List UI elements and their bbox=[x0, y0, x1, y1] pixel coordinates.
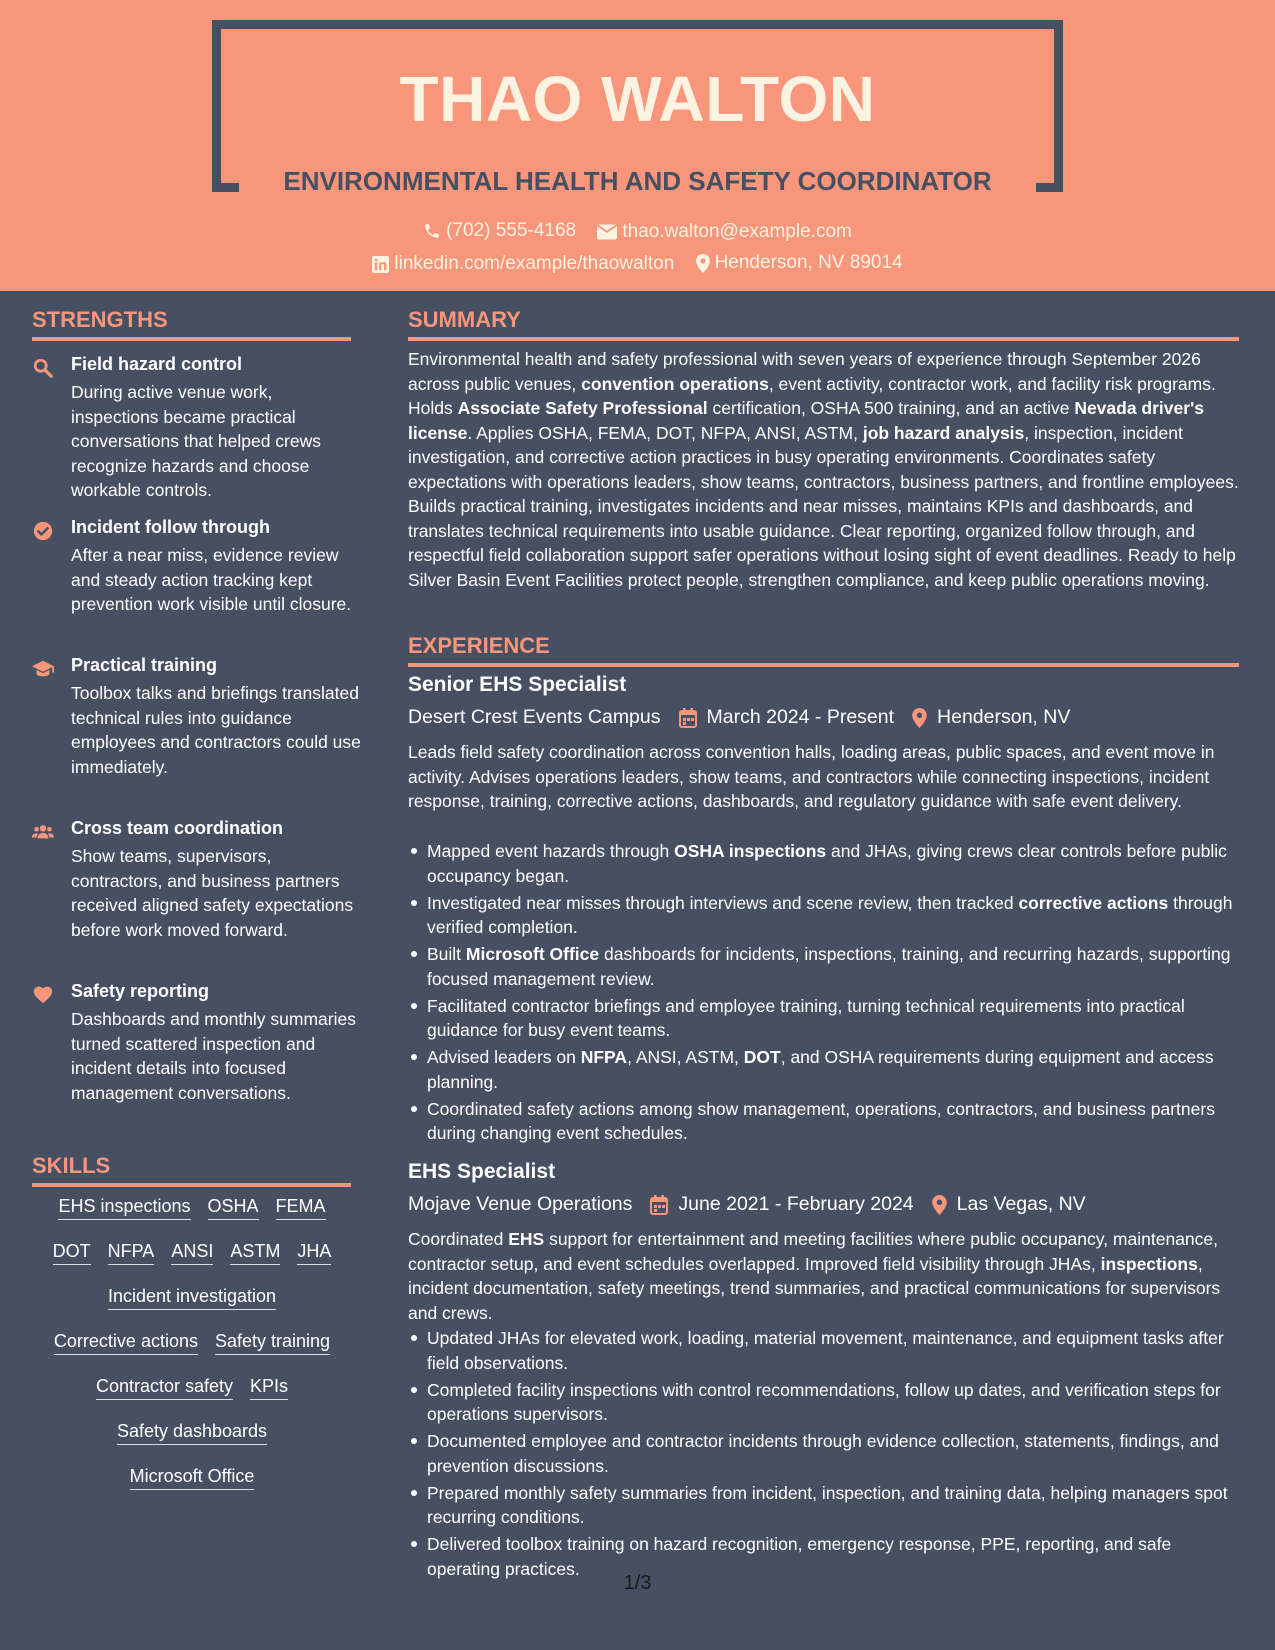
bold-keyword: job hazard analysis bbox=[862, 422, 1025, 443]
skill-tag: ASTM bbox=[230, 1241, 280, 1265]
location-contact bbox=[696, 252, 903, 274]
linkedin-icon bbox=[372, 256, 389, 273]
bullet-item: Built Microsoft Office dashboards for incidents, inspections, training, and recurring hazards, supporting focused management review. bbox=[408, 942, 1238, 991]
skill-tag: FEMA bbox=[276, 1196, 326, 1220]
strength-title: Field hazard control bbox=[71, 354, 243, 374]
job-company: Desert Crest Events Campus bbox=[408, 706, 661, 728]
job-company: Mojave Venue Operations bbox=[408, 1193, 633, 1215]
summary-heading: SUMMARY bbox=[408, 307, 521, 332]
skill-row bbox=[32, 1196, 352, 1241]
candidate-name: THAO WALTON bbox=[399, 63, 876, 135]
bold-keyword: EHS bbox=[508, 1229, 545, 1249]
skill-tag: JHA bbox=[297, 1241, 331, 1265]
strength-desc: Toolbox talks and briefings translated technical rules into guidance employees and contractors could use immediately. bbox=[71, 683, 361, 777]
skill-tag: Incident investigation bbox=[108, 1286, 276, 1310]
skills-rule bbox=[32, 1183, 351, 1187]
header-frame bbox=[212, 20, 1063, 29]
bold-keyword: convention operations bbox=[581, 373, 769, 394]
strength-title: Cross team coordination bbox=[71, 818, 284, 838]
strengths-rule bbox=[32, 337, 351, 341]
strength-title: Safety reporting bbox=[71, 981, 210, 1001]
bold-keyword: Nevada driver's license bbox=[408, 398, 1204, 443]
skill-tag: Safety training bbox=[215, 1331, 330, 1355]
skill-tag: KPIs bbox=[250, 1376, 288, 1400]
job-meta bbox=[408, 1193, 1086, 1216]
experience-rule bbox=[408, 663, 1239, 667]
phone-text: (702) 555-4168 bbox=[446, 220, 577, 241]
check-circle-icon bbox=[32, 520, 54, 542]
skill-row bbox=[32, 1376, 352, 1421]
resume-header bbox=[0, 0, 1275, 291]
skill-tag: Safety dashboards bbox=[117, 1421, 267, 1445]
job-bullets bbox=[408, 1326, 1238, 1584]
candidate-title: ENVIRONMENTAL HEALTH AND SAFETY COORDINATOR bbox=[283, 166, 992, 196]
bullet-item: Updated JHAs for elevated work, loading, material movement, maintenance, and equipment tasks after field observations. bbox=[408, 1326, 1238, 1375]
skill-tag: Microsoft Office bbox=[130, 1466, 255, 1490]
location-text: Henderson, NV 89014 bbox=[714, 252, 903, 273]
strength-title: Practical training bbox=[71, 655, 218, 675]
bold-keyword: OSHA inspections bbox=[674, 841, 827, 861]
email-text: thao.walton@example.com bbox=[622, 221, 852, 242]
skill-tag: Corrective actions bbox=[54, 1331, 198, 1355]
job-bullets bbox=[408, 839, 1238, 1148]
skills-heading: SKILLS bbox=[32, 1153, 111, 1178]
bullet-item: Coordinated safety actions among show management, operations, contractors, and business partners during changing event schedules. bbox=[408, 1097, 1238, 1146]
strength-desc: Show teams, supervisors, contractors, and business partners received aligned safety expectations before work moved forward. bbox=[71, 846, 354, 940]
strength-title: Incident follow through bbox=[71, 517, 270, 537]
linkedin-text: linkedin.com/example/thaowalton bbox=[394, 253, 675, 274]
bold-keyword: Microsoft Office bbox=[465, 944, 600, 964]
bold-keyword: corrective actions bbox=[1018, 892, 1169, 913]
job-location: Henderson, NV bbox=[937, 706, 1071, 728]
strength-desc: Dashboards and monthly summaries turned scattered inspection and incident details into focused management conversations. bbox=[71, 1009, 356, 1103]
bullet-item: Investigated near misses through interviews and scene review, then tracked corrective actions through verified completion. bbox=[408, 891, 1238, 940]
skill-row bbox=[32, 1466, 352, 1511]
linkedin-contact[interactable] bbox=[372, 253, 674, 275]
bold-keyword: Associate Safety Professional bbox=[457, 398, 708, 418]
bold-keyword: inspections bbox=[1100, 1253, 1198, 1274]
skill-row bbox=[32, 1286, 352, 1331]
job-description: Coordinated EHS support for entertainment and meeting facilities where public occupancy, maintenance, contractor setup, and event schedules overlapped. Improved field visibility through JHAs, inspections, incident documentation, safety meetings, trend summaries, and practical communications for supervisors and crews. bbox=[408, 1229, 1221, 1323]
bullet-item: Facilitated contractor briefings and employee training, turning technical requirements into practical guidance for busy event teams. bbox=[408, 994, 1238, 1043]
bullet-item: Completed facility inspections with control recommendations, follow up dates, and verification steps for operations supervisors. bbox=[408, 1378, 1238, 1427]
map-pin-icon bbox=[912, 708, 927, 728]
strengths-heading: STRENGTHS bbox=[32, 307, 168, 332]
email-contact[interactable] bbox=[597, 221, 851, 243]
bold-keyword: DOT bbox=[743, 1047, 781, 1067]
graduation-cap-icon bbox=[32, 658, 54, 680]
phone-contact[interactable] bbox=[423, 220, 576, 242]
skill-tag: ANSI bbox=[171, 1241, 213, 1265]
skills-list bbox=[32, 1196, 352, 1511]
skill-row bbox=[32, 1421, 352, 1466]
skill-tag: OSHA bbox=[208, 1196, 259, 1220]
summary-rule bbox=[408, 337, 1239, 341]
search-icon bbox=[32, 357, 54, 379]
skill-row bbox=[32, 1331, 352, 1376]
strength-desc: During active venue work, inspections became practical conversations that helped crews recognize hazards and choose workable controls. bbox=[71, 382, 321, 500]
job-dates: March 2024 - Present bbox=[706, 706, 895, 728]
bullet-item: Advised leaders on NFPA, ANSI, ASTM, DOT, and OSHA requirements during equipment and access planning. bbox=[408, 1045, 1238, 1094]
skill-tag: Contractor safety bbox=[96, 1376, 233, 1400]
users-icon bbox=[32, 821, 54, 843]
experience-heading: EXPERIENCE bbox=[408, 633, 550, 658]
heart-icon bbox=[32, 984, 54, 1006]
contact-row bbox=[0, 220, 1275, 246]
map-pin-icon bbox=[696, 254, 710, 273]
envelope-icon bbox=[597, 224, 617, 240]
skill-tag: NFPA bbox=[108, 1241, 155, 1265]
phone-icon bbox=[423, 222, 441, 240]
job-location: Las Vegas, NV bbox=[956, 1193, 1086, 1215]
job-description: Leads field safety coordination across convention halls, loading areas, public spaces, and event move in activity. Advises operations leaders, show teams, and contractors while connecting inspections, incident response, training, corrective actions, dashboards, and regulatory guidance with safe event delivery. bbox=[408, 742, 1215, 811]
job-role: EHS Specialist bbox=[408, 1160, 556, 1183]
job-meta bbox=[408, 706, 1070, 729]
strength-desc: After a near miss, evidence review and steady action tracking kept prevention work visible until closure. bbox=[71, 545, 352, 614]
bullet-item: Documented employee and contractor incidents through evidence collection, statements, findings, and prevention discussions. bbox=[408, 1429, 1238, 1478]
skill-row bbox=[32, 1241, 352, 1286]
skill-tag: DOT bbox=[53, 1241, 91, 1265]
summary-text: Environmental health and safety professional with seven years of experience through September 2026 across public venues, convention operations, event activity, contractor work, and facility risk programs. Holds Associate Safety Professional certification, OSHA 500 training, and an active Nevada driver's license. Applies OSHA, FEMA, DOT, NFPA, ANSI, ASTM, job hazard analysis, inspection, incident investigation, and corrective action practices in busy operating environments. Coordinates safety expectations with operations leaders, show teams, contractors, business partners, and frontline employees. Builds practical training, investigates incidents and near misses, maintains KPIs and dashboards, and translates technical requirements into usable guidance. Clear reporting, organized follow through, and respectful field collaboration support safer operations without losing sight of event deadlines. Ready to help Silver Basin Event Facilities protect people, strengthen compliance, and keep public operations moving. bbox=[408, 349, 1239, 590]
job-dates: June 2021 - February 2024 bbox=[678, 1193, 914, 1215]
calendar-icon bbox=[650, 1195, 668, 1215]
bullet-item: Mapped event hazards through OSHA inspections and JHAs, giving crews clear controls before public occupancy began. bbox=[408, 839, 1238, 888]
map-pin-icon bbox=[932, 1195, 947, 1215]
skill-tag: EHS inspections bbox=[58, 1196, 190, 1220]
bold-keyword: NFPA bbox=[580, 1047, 628, 1067]
job-role: Senior EHS Specialist bbox=[408, 673, 627, 696]
page-number: 1/3 bbox=[623, 1572, 652, 1594]
bullet-item: Delivered toolbox training on hazard recognition, emergency response, PPE, reporting, and safe operating practices. bbox=[408, 1532, 1238, 1581]
calendar-icon bbox=[679, 708, 697, 728]
bullet-item: Prepared monthly safety summaries from incident, inspection, and training data, helping managers spot recurring conditions. bbox=[408, 1481, 1238, 1530]
contact-row bbox=[0, 252, 1275, 279]
